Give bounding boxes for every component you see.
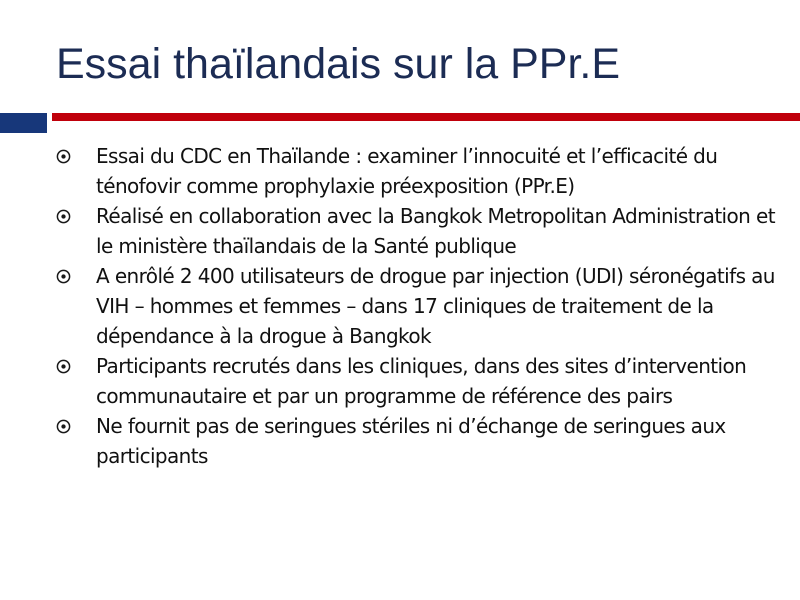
bullet-list	[0, 141, 800, 471]
bullet-text: A enrôlé 2 400 utilisateurs de drogue par injection (UDI) séronégatifs au VIH – hommes et femmes – dans 17 cliniques de traitement de la dépendance à la drogue à Bangkok	[96, 264, 775, 348]
title-rule-blue	[0, 113, 47, 133]
bullet-item	[0, 201, 800, 261]
slide-title: Essai thaïlandais sur la PPr.E	[56, 40, 621, 88]
title-rule-red	[52, 113, 800, 121]
bullet-text: Ne fournit pas de seringues stériles ni d’échange de seringues aux participants	[96, 414, 726, 468]
bullet-item	[0, 411, 800, 471]
circled-dot-icon	[56, 209, 71, 224]
bullet-text: Réalisé en collaboration avec la Bangkok Metropolitan Administration et le ministère thaïlandais de la Santé publique	[96, 204, 775, 258]
bullet-text: Essai du CDC en Thaïlande : examiner l’innocuité et l’efficacité du ténofovir comme prophylaxie préexposition (PPr.E)	[96, 144, 718, 198]
bullet-item	[0, 351, 800, 411]
bullet-text: Participants recrutés dans les cliniques, dans des sites d’intervention communautaire et par un programme de référence des pairs	[96, 354, 747, 408]
circled-dot-icon	[56, 359, 71, 374]
circled-dot-icon	[56, 149, 71, 164]
bullet-item	[0, 261, 800, 351]
bullet-item	[0, 141, 800, 201]
circled-dot-icon	[56, 269, 71, 284]
circled-dot-icon	[56, 419, 71, 434]
